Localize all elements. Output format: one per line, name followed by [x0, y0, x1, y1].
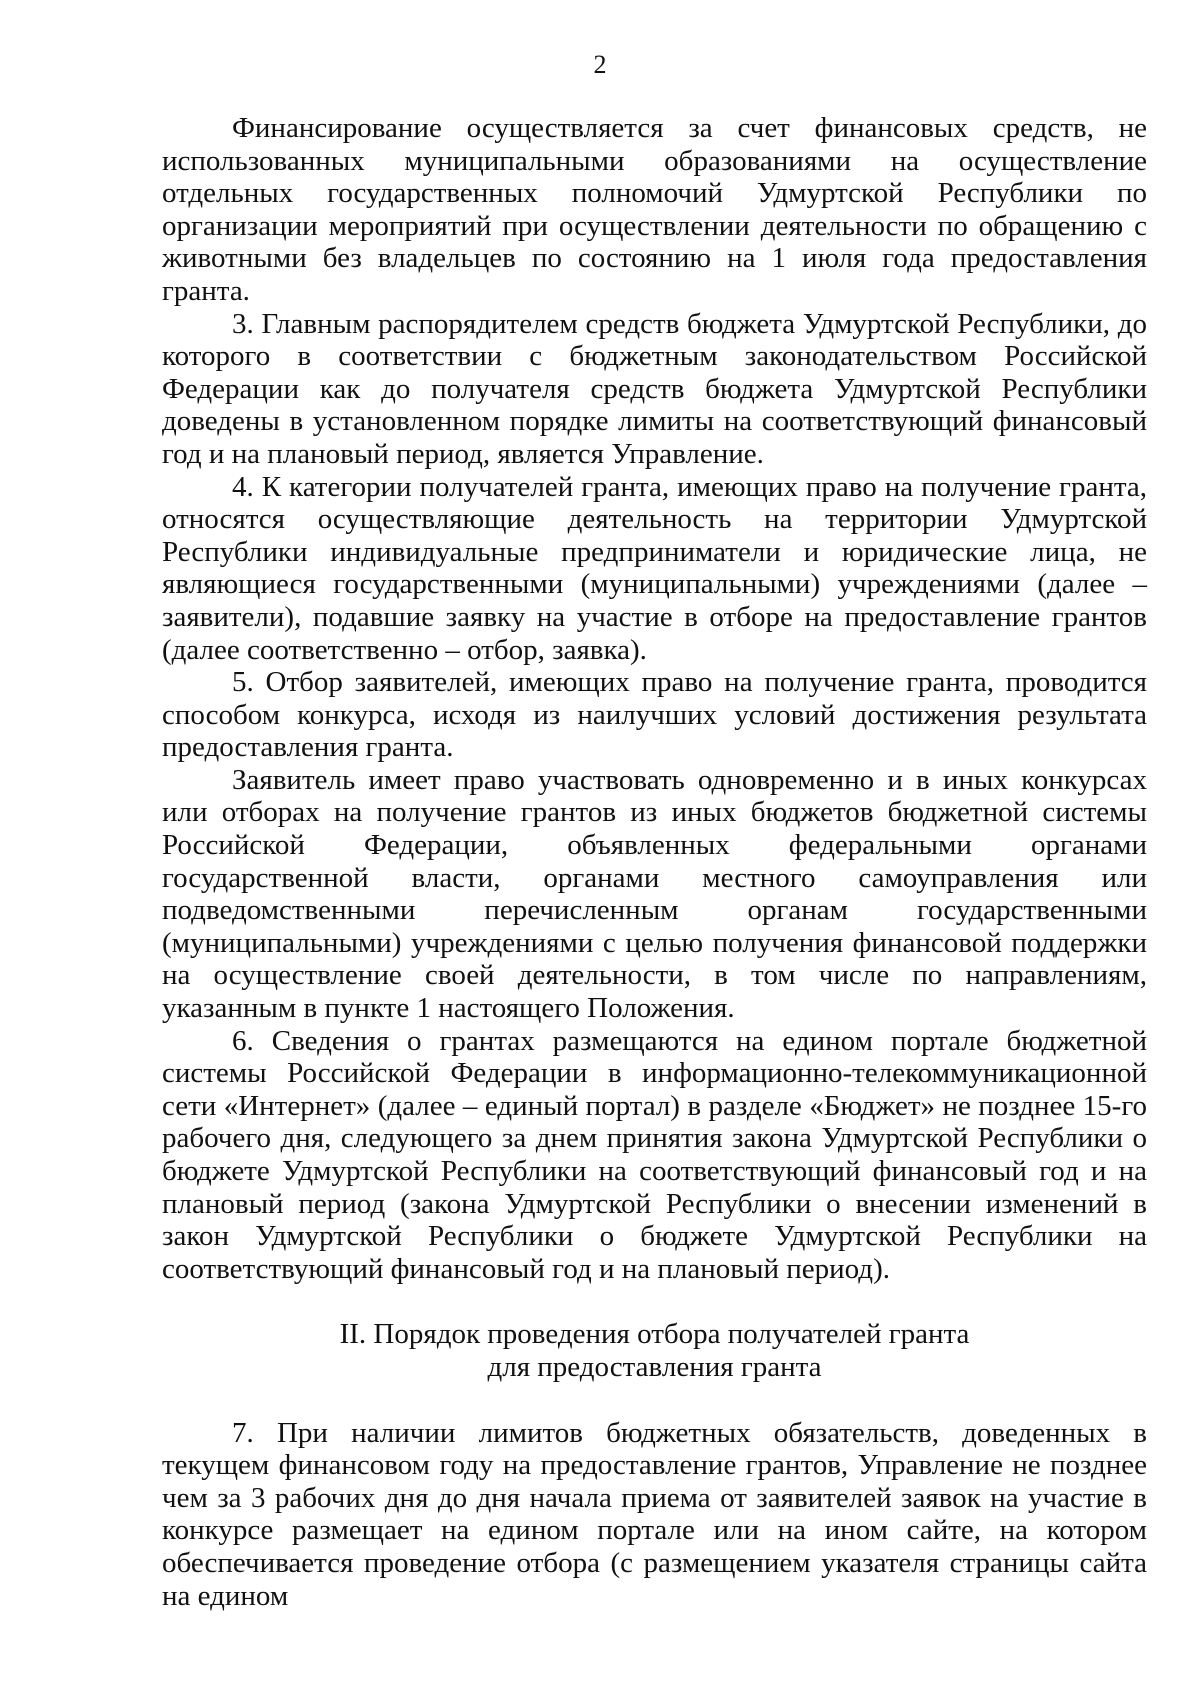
paragraph-6: 6. Сведения о грантах размещаются на едином портале бюджетной системы Российской Федерации в информационно-телекоммуникационной сети «Интернет» (далее – единый портал) в разделе «Бюджет» не позднее 15-го рабочего дня, следующего за днем принятия закона Удмуртской Республики о бюджете Удмуртской Республики на соответствующий финансовый год и на плановый период (закона Удмуртской Республики о внесении изменений в закон Удмуртской Республики о бюджете Удмуртской Республики на соответствующий финансовый год и на плановый период). [162, 1024, 1147, 1285]
paragraph-7: 7. При наличии лимитов бюджетных обязательств, доведенных в текущем финансовом году на предоставление грантов, Управление не позднее чем за 3 рабочих дня до дня начала приема от заявителей заявок на участие в конкурсе размещает на едином портале или на ином сайте, на котором обеспечивается проведение отбора (с размещением указателя страницы сайта на едином [162, 1416, 1147, 1612]
paragraph-4: 4. К категории получателей гранта, имеющих право на получение гранта, относятся осуществляющие деятельность на территории Удмуртской Республики индивидуальные предприниматели и юридические лица, не являющиеся государственными (муниципальными) учреждениями (далее – заявители), подавшие заявку на участие в отборе на предоставление грантов (далее соответственно – отбор, заявка). [162, 470, 1147, 666]
paragraph-applicant-rights: Заявитель имеет право участвовать одновременно и в иных конкурсах или отборах на получение грантов из иных бюджетов бюджетной системы Российской Федерации, объявленных федеральными органами государственной власти, органами местного самоуправления или подведомственными перечисленным органам государственными (муниципальными) учреждениями с целью получения финансовой поддержки на осуществление своей деятельности, в том числе по направлениям, указанным в пункте 1 настоящего Положения. [162, 763, 1147, 1025]
section-heading-line-2: для предоставления гранта [487, 1350, 822, 1383]
section-heading [162, 1318, 1147, 1383]
page-number: 2 [593, 50, 607, 79]
paragraph-financing: Финансирование осуществляется за счет финансовых средств, не использованных муниципальными образованиями на осуществление отдельных государственных полномочий Удмуртской Республики по организации мероприятий при осуществлении деятельности по обращению с животными без владельцев по состоянию на 1 июля года предоставления гранта. [162, 112, 1147, 307]
paragraph-5: 5. Отбор заявителей, имеющих право на получение гранта, проводится способом конкурса, исходя из наилучших условий достижения результата предоставления гранта. [162, 666, 1147, 764]
section-heading-line-1: II. Порядок проведения отбора получателей гранта [339, 1318, 970, 1351]
document-body [162, 112, 1147, 1612]
paragraph-3: 3. Главным распорядителем средств бюджета Удмуртской Республики, до которого в соответствии с бюджетным законодательством Российской Федерации как до получателя средств бюджета Удмуртской Республики доведены в установленном порядке лимиты на соответствующий финансовый год и на плановый период, является Управление. [162, 307, 1147, 470]
